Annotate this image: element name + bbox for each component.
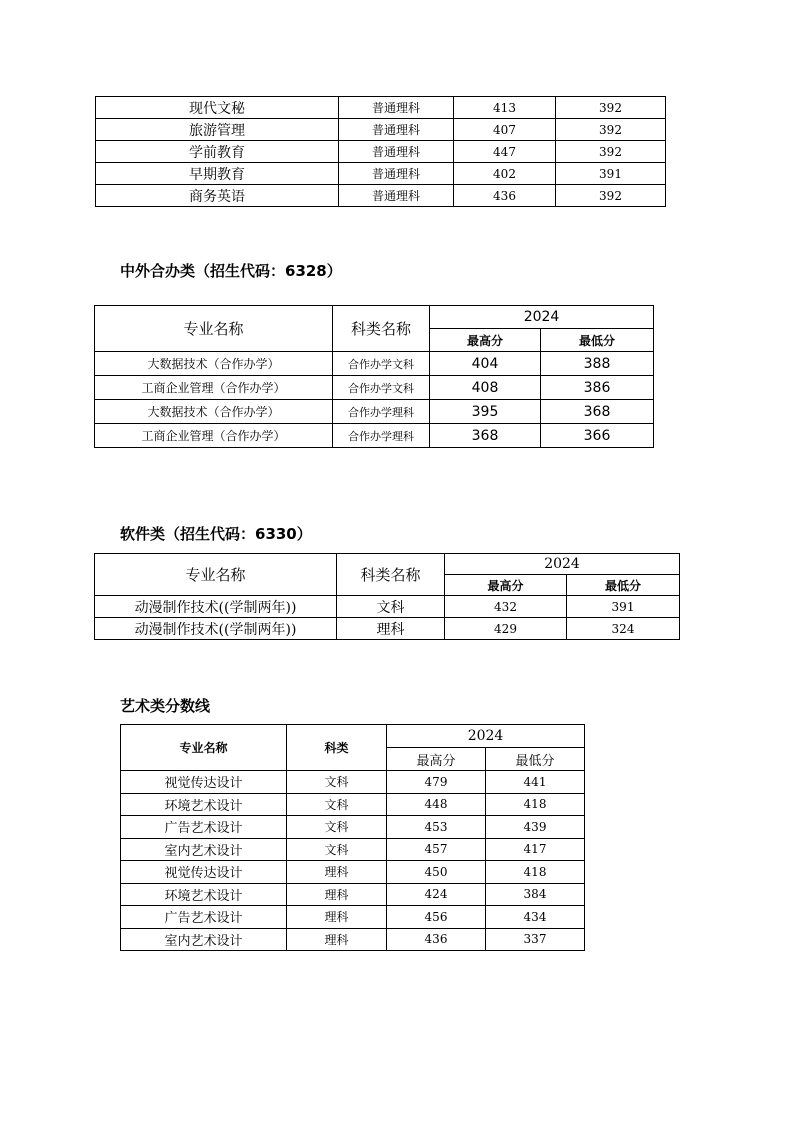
table-row bbox=[96, 163, 666, 185]
max-score-cell: 457 bbox=[387, 838, 486, 861]
table-row bbox=[95, 618, 680, 640]
min-score-cell: 441 bbox=[486, 771, 585, 794]
header-max-score: 最高分 bbox=[387, 748, 486, 771]
major-name-cell: 工商企业管理（合作办学） bbox=[95, 376, 333, 400]
min-score-cell: 417 bbox=[486, 838, 585, 861]
max-score-cell: 436 bbox=[454, 185, 556, 207]
score-table-software bbox=[94, 553, 680, 640]
header-major: 专业名称 bbox=[95, 554, 337, 596]
table-row bbox=[95, 400, 654, 424]
table-row bbox=[121, 771, 585, 794]
min-score-cell: 391 bbox=[567, 596, 680, 618]
table-row bbox=[121, 883, 585, 906]
major-name-cell: 广告艺术设计 bbox=[121, 816, 287, 839]
max-score-cell: 407 bbox=[454, 119, 556, 141]
header-max-score: 最高分 bbox=[430, 329, 541, 352]
min-score-cell: 392 bbox=[556, 141, 666, 163]
section-title-art: 艺术类分数线 bbox=[120, 697, 211, 715]
category-cell: 理科 bbox=[287, 928, 387, 951]
header-min-score: 最低分 bbox=[567, 575, 680, 596]
table-row bbox=[95, 352, 654, 376]
table-row bbox=[121, 793, 585, 816]
table-row bbox=[95, 424, 654, 448]
category-cell: 理科 bbox=[287, 906, 387, 929]
header-year: 2024 bbox=[430, 306, 654, 329]
header-category: 科类名称 bbox=[333, 306, 430, 352]
header-max-score: 最高分 bbox=[445, 575, 567, 596]
header-min-score: 最低分 bbox=[541, 329, 654, 352]
category-cell: 文科 bbox=[337, 596, 445, 618]
min-score-cell: 368 bbox=[541, 400, 654, 424]
max-score-cell: 404 bbox=[430, 352, 541, 376]
min-score-cell: 391 bbox=[556, 163, 666, 185]
category-cell: 合作办学文科 bbox=[333, 376, 430, 400]
major-name-cell: 动漫制作技术((学制两年)) bbox=[95, 596, 337, 618]
table-row bbox=[121, 906, 585, 929]
score-table-art bbox=[120, 724, 585, 951]
major-name-cell: 学前教育 bbox=[96, 141, 339, 163]
max-score-cell: 395 bbox=[430, 400, 541, 424]
max-score-cell: 450 bbox=[387, 861, 486, 884]
category-cell: 文科 bbox=[287, 771, 387, 794]
major-name-cell: 早期教育 bbox=[96, 163, 339, 185]
category-cell: 文科 bbox=[287, 793, 387, 816]
header-major: 专业名称 bbox=[95, 306, 333, 352]
min-score-cell: 434 bbox=[486, 906, 585, 929]
category-cell: 普通理科 bbox=[339, 141, 454, 163]
table-row bbox=[96, 141, 666, 163]
min-score-cell: 418 bbox=[486, 861, 585, 884]
section-title-sino-foreign: 中外合办类（招生代码：6328） bbox=[120, 262, 342, 280]
category-cell: 普通理科 bbox=[339, 119, 454, 141]
table-row bbox=[121, 816, 585, 839]
max-score-cell: 448 bbox=[387, 793, 486, 816]
major-name-cell: 室内艺术设计 bbox=[121, 928, 287, 951]
max-score-cell: 402 bbox=[454, 163, 556, 185]
major-name-cell: 视觉传达设计 bbox=[121, 771, 287, 794]
category-cell: 理科 bbox=[287, 861, 387, 884]
max-score-cell: 436 bbox=[387, 928, 486, 951]
category-cell: 普通理科 bbox=[339, 97, 454, 119]
category-cell: 合作办学文科 bbox=[333, 352, 430, 376]
major-name-cell: 室内艺术设计 bbox=[121, 838, 287, 861]
min-score-cell: 392 bbox=[556, 185, 666, 207]
max-score-cell: 424 bbox=[387, 883, 486, 906]
min-score-cell: 418 bbox=[486, 793, 585, 816]
category-cell: 理科 bbox=[337, 618, 445, 640]
max-score-cell: 408 bbox=[430, 376, 541, 400]
score-table-sino-foreign bbox=[94, 305, 654, 448]
max-score-cell: 447 bbox=[454, 141, 556, 163]
category-cell: 文科 bbox=[287, 816, 387, 839]
min-score-cell: 439 bbox=[486, 816, 585, 839]
header-year: 2024 bbox=[387, 725, 585, 748]
major-name-cell: 环境艺术设计 bbox=[121, 793, 287, 816]
max-score-cell: 432 bbox=[445, 596, 567, 618]
major-name-cell: 商务英语 bbox=[96, 185, 339, 207]
min-score-cell: 337 bbox=[486, 928, 585, 951]
min-score-cell: 324 bbox=[567, 618, 680, 640]
category-cell: 合作办学理科 bbox=[333, 400, 430, 424]
category-cell: 文科 bbox=[287, 838, 387, 861]
category-cell: 普通理科 bbox=[339, 185, 454, 207]
section-title-software: 软件类（招生代码：6330） bbox=[120, 525, 312, 543]
major-name-cell: 视觉传达设计 bbox=[121, 861, 287, 884]
header-min-score: 最低分 bbox=[486, 748, 585, 771]
min-score-cell: 384 bbox=[486, 883, 585, 906]
header-major: 专业名称 bbox=[121, 725, 287, 771]
table-row bbox=[96, 119, 666, 141]
table-row bbox=[95, 596, 680, 618]
min-score-cell: 392 bbox=[556, 97, 666, 119]
category-cell: 理科 bbox=[287, 883, 387, 906]
max-score-cell: 413 bbox=[454, 97, 556, 119]
major-name-cell: 工商企业管理（合作办学） bbox=[95, 424, 333, 448]
category-cell: 普通理科 bbox=[339, 163, 454, 185]
max-score-cell: 368 bbox=[430, 424, 541, 448]
score-table-continued bbox=[95, 96, 666, 207]
major-name-cell: 广告艺术设计 bbox=[121, 906, 287, 929]
major-name-cell: 大数据技术（合作办学） bbox=[95, 352, 333, 376]
max-score-cell: 453 bbox=[387, 816, 486, 839]
header-year: 2024 bbox=[445, 554, 680, 575]
table-row bbox=[96, 97, 666, 119]
major-name-cell: 环境艺术设计 bbox=[121, 883, 287, 906]
major-name-cell: 旅游管理 bbox=[96, 119, 339, 141]
category-cell: 合作办学理科 bbox=[333, 424, 430, 448]
major-name-cell: 动漫制作技术((学制两年)) bbox=[95, 618, 337, 640]
table-row bbox=[95, 376, 654, 400]
header-category: 科类名称 bbox=[337, 554, 445, 596]
min-score-cell: 386 bbox=[541, 376, 654, 400]
header-category: 科类 bbox=[287, 725, 387, 771]
table-row bbox=[121, 861, 585, 884]
major-name-cell: 现代文秘 bbox=[96, 97, 339, 119]
table-row bbox=[96, 185, 666, 207]
table-row bbox=[121, 838, 585, 861]
min-score-cell: 388 bbox=[541, 352, 654, 376]
max-score-cell: 429 bbox=[445, 618, 567, 640]
max-score-cell: 479 bbox=[387, 771, 486, 794]
table-row bbox=[121, 928, 585, 951]
major-name-cell: 大数据技术（合作办学） bbox=[95, 400, 333, 424]
min-score-cell: 392 bbox=[556, 119, 666, 141]
max-score-cell: 456 bbox=[387, 906, 486, 929]
min-score-cell: 366 bbox=[541, 424, 654, 448]
